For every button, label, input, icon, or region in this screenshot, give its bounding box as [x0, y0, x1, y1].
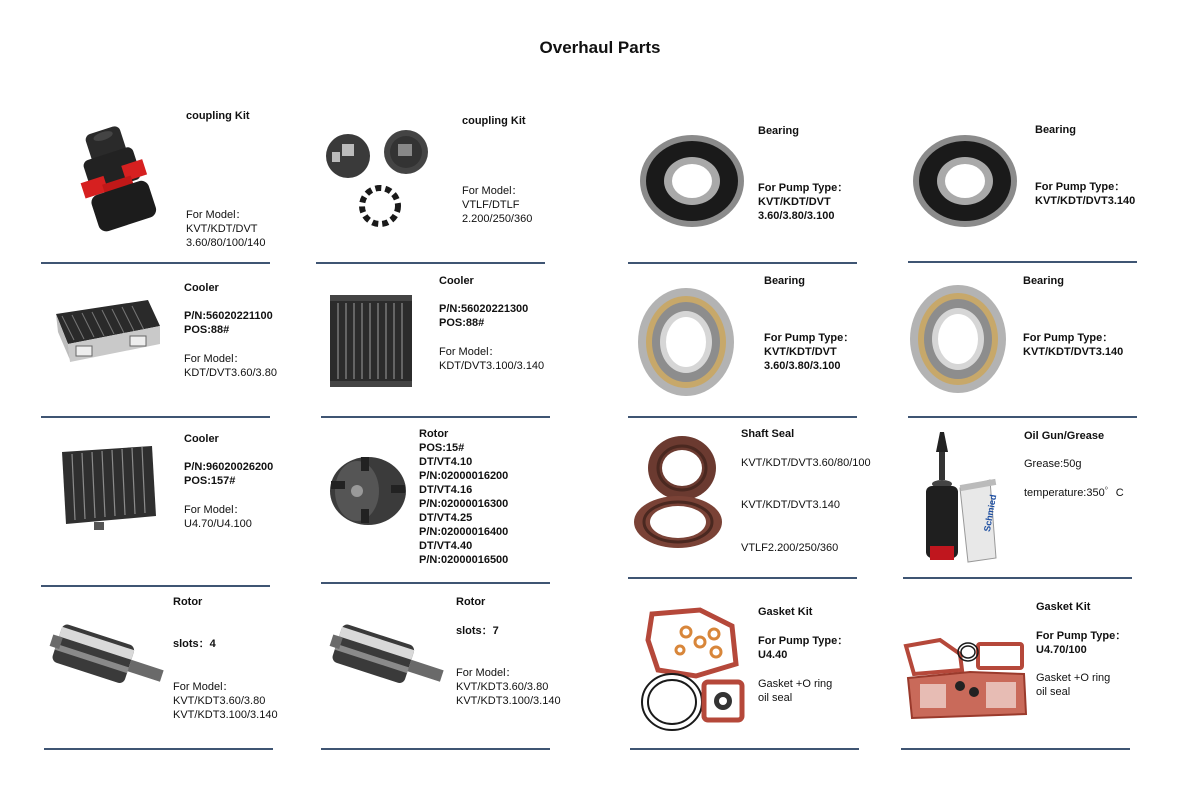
part-name: Cooler	[184, 282, 219, 294]
part-name: Rotor	[173, 596, 203, 608]
coupling-icon	[62, 120, 172, 245]
divider	[628, 262, 857, 264]
divider	[41, 262, 270, 264]
part-name: Oil Gun/Grease	[1024, 430, 1105, 442]
cooler-icon	[48, 296, 163, 376]
divider	[41, 585, 270, 587]
pump-type-value: KVT/KDT/DVT3.140	[1023, 346, 1124, 358]
model-value: KVT/KDT3.100/3.140	[173, 709, 278, 721]
pos-number: POS:15#	[419, 442, 465, 454]
contents-value: oil seal	[758, 692, 793, 704]
model-label: For Model：	[462, 185, 523, 197]
model-label: For Model：	[173, 681, 234, 693]
grease-amount: Grease:50g	[1024, 458, 1082, 470]
pump-type-value: KVT/KDT/DVT3.140	[1035, 195, 1136, 207]
part-name: coupling Kit	[462, 115, 526, 127]
part-number: P/N:56020221100	[184, 310, 273, 322]
grease-brand-label: Schmied	[981, 493, 999, 533]
grease-gun-icon	[918, 430, 1018, 570]
rotor-shaft-icon	[46, 612, 171, 707]
part-number: P/N:02000016400	[419, 526, 509, 538]
model-value: 3.60/80/100/140	[186, 237, 266, 249]
model-label: For Model：	[184, 504, 245, 516]
pump-type-label: For Pump Type：	[764, 332, 855, 344]
model-value: DT/VT4.16	[419, 484, 473, 496]
divider	[321, 748, 550, 750]
pos-number: POS:88#	[439, 317, 485, 329]
part-number: P/N:96020026200	[184, 461, 274, 473]
part-name: Cooler	[184, 433, 219, 445]
pump-type-value: 3.60/3.80/3.100	[758, 210, 835, 222]
contents-value: oil seal	[1036, 686, 1071, 698]
divider	[630, 748, 859, 750]
roller-bearing-icon	[908, 283, 1008, 395]
divider	[321, 416, 550, 418]
slots-count: slots：7	[456, 625, 499, 637]
coupling-parts-icon	[318, 126, 443, 231]
divider	[628, 416, 857, 418]
pump-type-label: For Pump Type：	[1036, 630, 1127, 642]
cooler-icon	[324, 291, 419, 391]
model-value: U4.70/U4.100	[184, 518, 252, 530]
rotor-icon	[321, 447, 416, 532]
model-label: For Model：	[186, 209, 247, 221]
divider	[41, 416, 270, 418]
divider	[316, 262, 545, 264]
part-name: Bearing	[764, 275, 805, 287]
ball-bearing-icon	[637, 131, 747, 231]
contents-value: Gasket +O ring	[1036, 672, 1111, 684]
model-value: KVT/KDT3.60/3.80	[173, 695, 266, 707]
model-label: For Model：	[439, 346, 500, 358]
ball-bearing-icon	[910, 131, 1020, 231]
part-name: Gasket Kit	[758, 606, 813, 618]
model-label: For Model：	[456, 667, 517, 679]
part-name: Cooler	[439, 275, 474, 287]
divider	[901, 748, 1130, 750]
pos-number: POS:157#	[184, 475, 236, 487]
part-name: Gasket Kit	[1036, 601, 1091, 613]
pump-type-value: U4.70/100	[1036, 644, 1087, 656]
temperature-value: temperature:350゜C	[1024, 487, 1124, 499]
pump-type-label: For Pump Type：	[1035, 181, 1126, 193]
pump-type-label: For Pump Type：	[758, 182, 849, 194]
divider	[321, 582, 550, 584]
part-name: Bearing	[1035, 124, 1076, 136]
divider	[44, 748, 273, 750]
part-number: P/N:02000016500	[419, 554, 509, 566]
part-name: Bearing	[1023, 275, 1064, 287]
model-value: KDT/DVT3.100/3.140	[439, 360, 545, 372]
model-value: KVT/KDT/DVT3.60/80/100	[741, 457, 871, 469]
model-value: KVT/KDT3.100/3.140	[456, 695, 561, 707]
pump-type-value: KVT/KDT/DVT	[758, 196, 831, 208]
part-number: P/N:56020221300	[439, 303, 529, 315]
model-value: KVT/KDT3.60/3.80	[456, 681, 549, 693]
divider	[908, 416, 1137, 418]
model-value: VTLF/DTLF	[462, 199, 520, 211]
model-value: DT/VT4.25	[419, 512, 473, 524]
divider	[628, 577, 857, 579]
pos-number: POS:88#	[184, 324, 230, 336]
pump-type-label: For Pump Type：	[1023, 332, 1114, 344]
gasket-kit-icon	[636, 604, 748, 734]
divider	[903, 577, 1132, 579]
model-value: KVT/KDT/DVT	[186, 223, 258, 235]
model-value: DT/VT4.40	[419, 540, 473, 552]
model-value: KDT/DVT3.60/3.80	[184, 367, 277, 379]
shaft-seal-icon	[632, 432, 727, 550]
part-number: P/N:02000016300	[419, 498, 509, 510]
pump-type-label: For Pump Type：	[758, 635, 849, 647]
pump-type-value: U4.40	[758, 649, 788, 661]
slots-count: slots：4	[173, 638, 216, 650]
model-value: 2.200/250/360	[462, 213, 533, 225]
part-name: Rotor	[456, 596, 486, 608]
pump-type-value: KVT/KDT/DVT	[764, 346, 837, 358]
part-name: Shaft Seal	[741, 428, 795, 440]
cooler-icon	[56, 444, 161, 532]
model-value: DT/VT4.10	[419, 456, 473, 468]
pump-type-value: 3.60/3.80/3.100	[764, 360, 841, 372]
part-name: Rotor	[419, 428, 449, 440]
rotor-shaft-icon	[326, 612, 451, 707]
divider	[908, 261, 1137, 263]
model-value: KVT/KDT/DVT3.140	[741, 499, 841, 511]
part-name: Bearing	[758, 125, 799, 137]
contents-value: Gasket +O ring	[758, 678, 833, 690]
page-title: Overhaul Parts	[539, 38, 661, 57]
gasket-kit-icon	[900, 634, 1030, 724]
model-label: For Model：	[184, 353, 245, 365]
part-number: P/N:02000016200	[419, 470, 509, 482]
model-value: VTLF2.200/250/360	[741, 542, 839, 554]
part-name: coupling Kit	[186, 110, 250, 122]
roller-bearing-icon	[636, 286, 736, 398]
